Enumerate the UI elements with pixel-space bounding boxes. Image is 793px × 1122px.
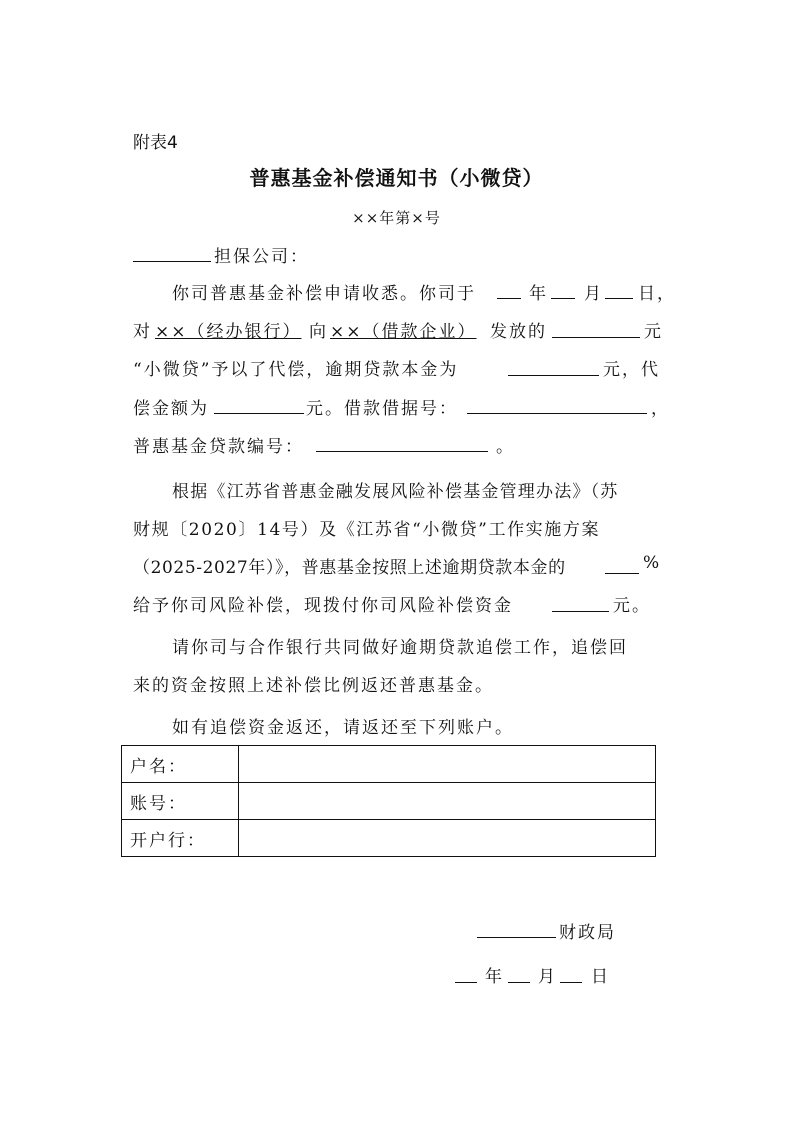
day-label: 日，: [638, 284, 676, 304]
para2-line3-text: （2025-2027年）》，普惠基金按照上述逾期贷款本金的: [133, 558, 566, 578]
sign-day-label: 日: [591, 967, 610, 987]
loan-number-blank: [316, 451, 488, 452]
para1-line2-issued: 发放的: [490, 322, 547, 342]
loan-amount-blank: [552, 337, 640, 338]
para2-line1: 根据《江苏省普惠金融发展风险补偿基金管理办法》（苏: [172, 482, 619, 502]
account-number-label: 账号：: [122, 783, 239, 820]
addressee-label: 担保公司：: [214, 247, 309, 267]
sign-month-label: 月: [538, 967, 557, 987]
risk-compensation-blank: [552, 611, 609, 612]
issuer-blank: [477, 937, 556, 938]
table-row: [122, 783, 656, 820]
loan-receipt-blank: [467, 413, 647, 414]
sign-year-label: 年: [485, 967, 504, 987]
para1-line2-prefix: 对: [133, 322, 152, 342]
month-label: 月: [584, 284, 603, 304]
para1-line4-end: ，: [651, 399, 670, 419]
para3-line2: 来的资金按照上述补偿比例返还普惠基金。: [133, 676, 494, 696]
para1-line4-text: 偿金额为: [133, 399, 209, 419]
account-name-label: 户名：: [122, 746, 239, 783]
bank-branch-label: 开户行：: [122, 820, 239, 857]
para1-line1-text: 你司普惠基金补偿申请收悉。你司于: [172, 284, 476, 304]
percentage-sign: %: [643, 553, 662, 573]
para3-line1: 请你司与合作银行共同做好逾期贷款追偿工作，追偿回: [172, 638, 628, 658]
sign-day-blank: [560, 982, 582, 983]
compensation-amount-blank: [214, 413, 304, 414]
year-blank: [497, 298, 521, 299]
overdue-principal-blank: [508, 375, 599, 376]
addressee-blank: [133, 261, 211, 262]
overdue-principal-unit: 元，代: [603, 360, 660, 380]
borrower-company: ××（借款企业）: [330, 322, 477, 342]
month-blank: [551, 298, 575, 299]
para1-line2-mid: 向: [309, 322, 328, 342]
sign-year-blank: [455, 982, 477, 983]
issuer-label: 财政局: [559, 923, 616, 943]
para4: 如有追偿资金返还，请返还至下列账户。: [172, 718, 514, 738]
para2-line4-text: 给予你司风险补偿，现拨付你司风险补偿资金: [133, 596, 513, 616]
percentage-blank: [605, 573, 639, 574]
bank-branch-field: [239, 820, 656, 857]
para2-line2: 财规〔2020〕14号）及《江苏省“小微贷”工作实施方案: [133, 520, 601, 540]
loan-amount-unit: 元: [644, 322, 663, 342]
day-blank: [605, 298, 633, 299]
account-name-field: [239, 746, 656, 783]
sign-month-blank: [508, 982, 530, 983]
loan-receipt-label: 元。借款借据号：: [306, 399, 458, 419]
loan-number-label: 普惠基金贷款编号：: [133, 437, 304, 457]
page-title: 普惠基金补偿通知书（小微贷）: [249, 166, 544, 190]
year-label: 年: [529, 284, 548, 304]
account-table: [121, 745, 656, 857]
document-number: ××年第×号: [352, 209, 441, 227]
para1-line5-end: 。: [496, 437, 515, 457]
lending-bank: ××（经办银行）: [155, 322, 302, 342]
table-row: [122, 820, 656, 857]
risk-compensation-unit: 元。: [613, 596, 651, 616]
account-number-field: [239, 783, 656, 820]
table-row: [122, 746, 656, 783]
para1-line3-text: “小微贷”予以了代偿，逾期贷款本金为: [133, 360, 459, 380]
attachment-label: 附表4: [133, 133, 178, 153]
